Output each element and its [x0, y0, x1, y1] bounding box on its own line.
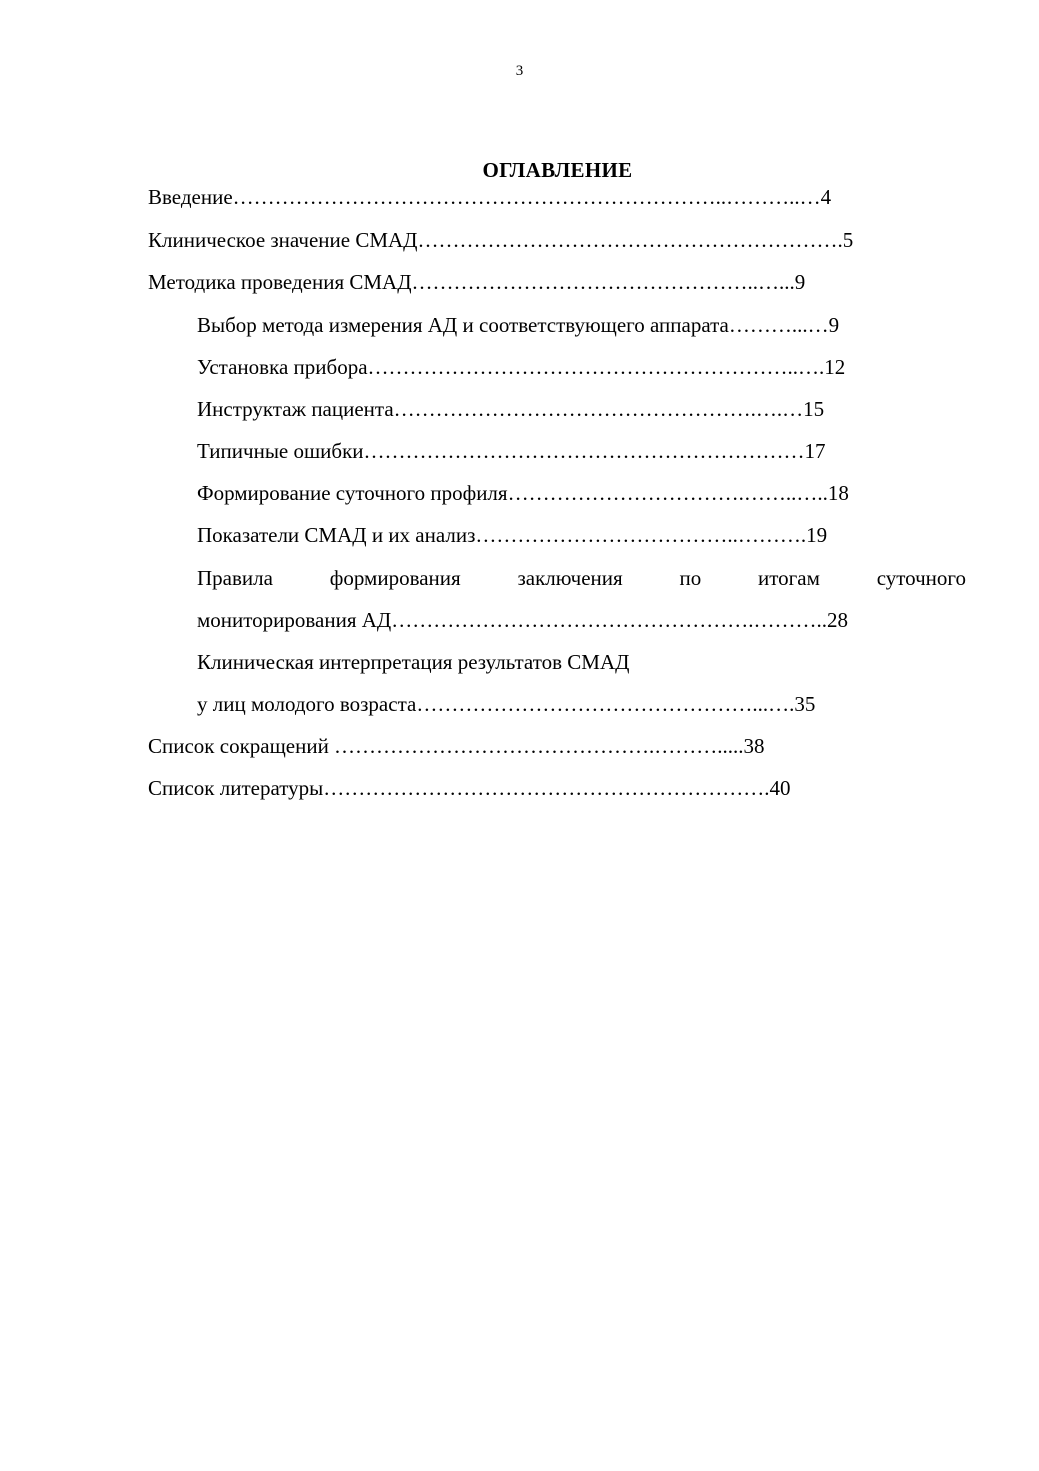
- toc-entry-intro: Введение……………………………………………………………..………..…4: [148, 185, 832, 209]
- toc-entry-profile: Формирование суточного профиля…………………………….……..…..18: [197, 481, 849, 505]
- toc-entry-method-choice: Выбор метода измерения АД и соответствующего аппарата………...…9: [197, 313, 840, 337]
- toc-entry-rules-cont: мониторирования АД…………………………………………….………..28: [197, 608, 848, 632]
- toc-entry-interpretation: Клиническая интерпретация результатов СМАД: [197, 650, 630, 674]
- toc-entry-rules: [197, 564, 966, 592]
- toc-rules-word: Правила: [197, 566, 273, 590]
- page-number: 3: [515, 63, 524, 79]
- toc-entry-method: Методика проведения СМАД…………………………………………..…...9: [148, 270, 806, 294]
- toc-rules-word: формирования: [329, 566, 461, 590]
- toc-entry-clinical: Клиническое значение СМАД…………………………………………………….5: [148, 228, 854, 252]
- toc-entry-errors: Типичные ошибки………………………………………………………17: [197, 439, 826, 463]
- toc-rules-word: суточного: [876, 566, 966, 590]
- toc-entry-abbreviations: Список сокращений ……………………………………….……….....38: [148, 734, 765, 758]
- toc-entry-indicators: Показатели СМАД и их анализ………………………………..……….19: [197, 523, 828, 547]
- toc-rules-word: заключения: [517, 566, 623, 590]
- toc-rules-word: по: [679, 566, 702, 590]
- toc-entry-references: Список литературы……………………………………………………….40: [148, 776, 791, 800]
- toc-entry-interpretation-cont: у лиц молодого возраста…………………………………………...….35: [197, 692, 816, 716]
- toc-title: ОГЛАВЛЕНИЕ: [482, 158, 633, 182]
- toc-entry-installation: Установка прибора……………………………………………………..….12: [197, 355, 846, 379]
- toc-entry-instruction: Инструктаж пациента…………………………………………….….…15: [197, 397, 825, 421]
- toc-rules-word: итогам: [758, 566, 820, 590]
